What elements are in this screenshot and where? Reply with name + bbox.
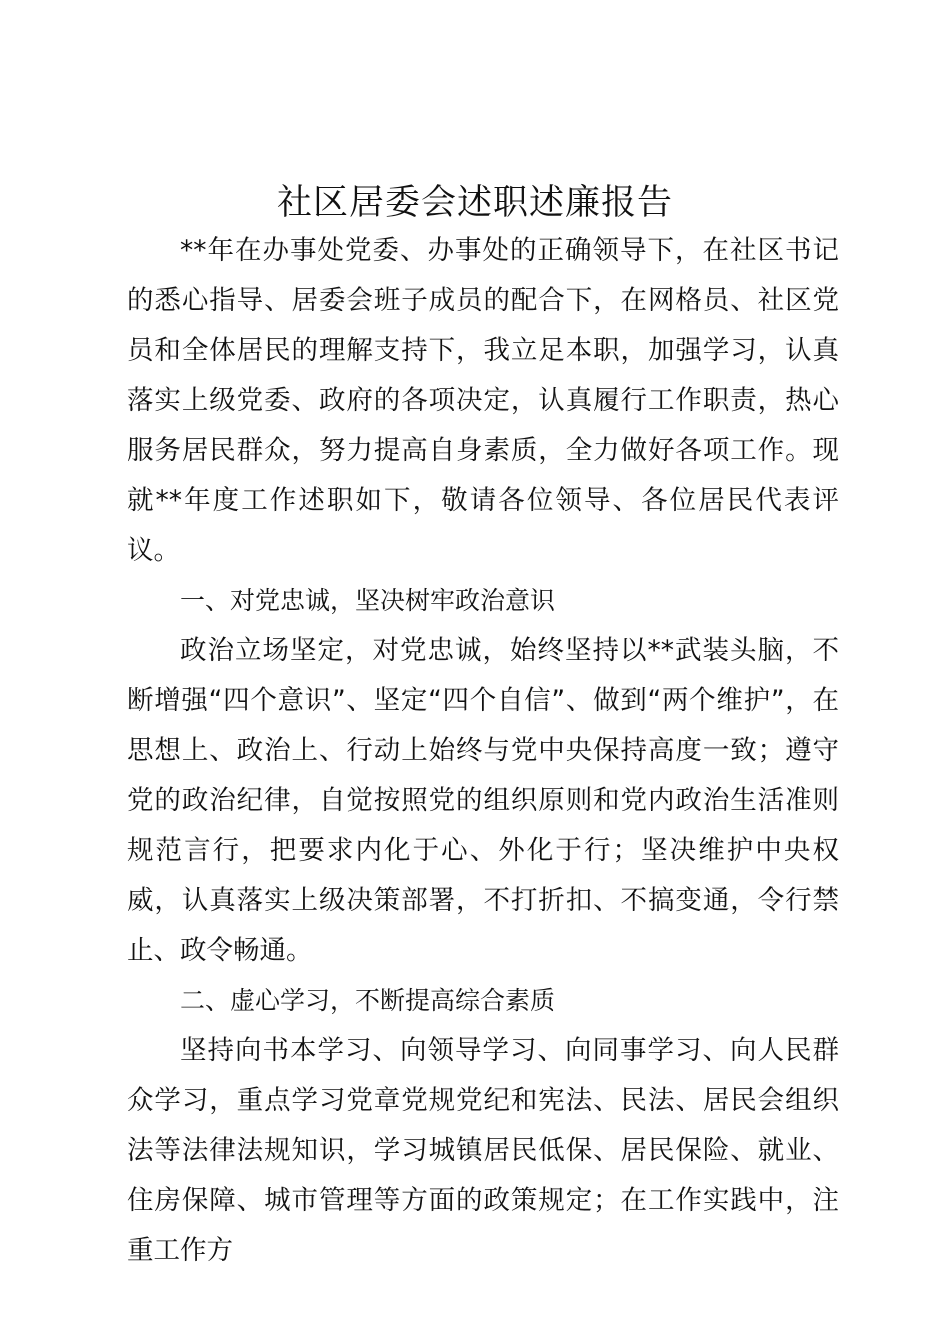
document-title: 社区居委会述职述廉报告 [276, 183, 673, 223]
section-2-paragraph: 坚持向书本学习、向领导学习、向同事学习、向人民群众学习，重点学习党章党规党纪和宪法、民法、居民会组织法等法律法规知识，学习城镇居民低保、居民保险、就业、住房保障、城市管理等方面的政策规定；在工作实践中，注重工作方 [127, 1035, 839, 1266]
section-1-paragraph: 政治立场坚定，对党忠诚，始终坚持以**武装头脑，不断增强“四个意识”、坚定“四个自信”、做到“两个维护”，在思想上、政治上、行动上始终与党中央保持高度一致；遵守党的政治纪律，自觉按照党的组织原则和党内政治生活准则规范言行，把要求内化于心、外化于行；坚决维护中央权威，认真落实上级决策部署，不打折扣、不搞变通，令行禁止、政令畅通。 [127, 635, 839, 966]
section-2-heading: 二、虚心学习，不断提高综合素质 [180, 986, 556, 1015]
intro-paragraph: **年在办事处党委、办事处的正确领导下，在社区书记的悉心指导、居委会班子成员的配合下，在网格员、社区党员和全体居民的理解支持下，我立足本职，加强学习，认真落实上级党委、政府的各项决定，认真履行工作职责，热心服务居民群众，努力提高自身素质，全力做好各项工作。现就**年度工作述职如下，敬请各位领导、各位居民代表评议。 [127, 235, 839, 566]
section-1-heading: 一、对党忠诚，坚决树牢政治意识 [180, 586, 556, 615]
document-body [127, 226, 839, 1276]
